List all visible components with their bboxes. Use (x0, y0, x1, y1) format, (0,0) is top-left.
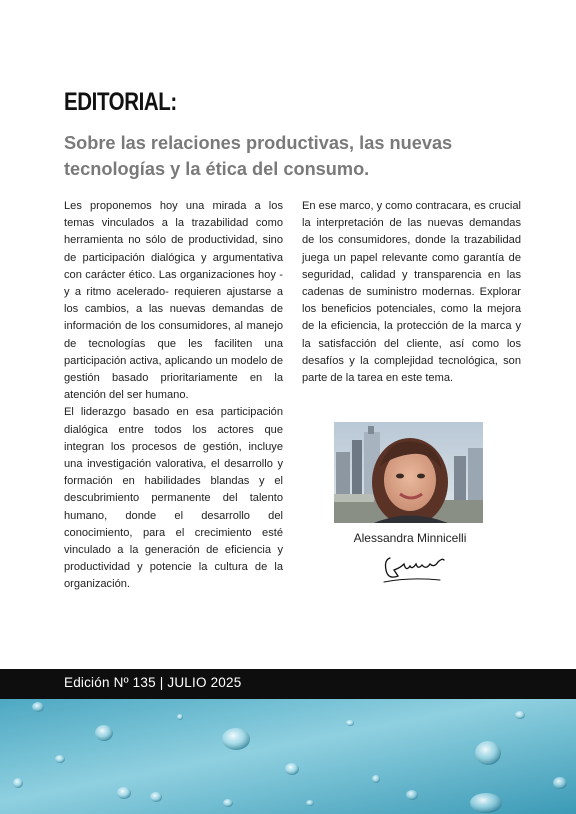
water-drops-image (0, 699, 576, 814)
paragraph: Les proponemos hoy una mirada a los temas vinculados a la trazabilidad como herramienta no sólo de productividad, sino de participación dialógica y argumentativa con carácter ético. Las organizaciones hoy -y a ritmo acelerado- requieren ajustarse a los cambios, a las nuevas demandas de información de los consumidores, al manejo de tecnologías que les faciliten una participación activa, aplicando un modelo de gestión basado prioritariamente en la atención del ser humano. (64, 200, 283, 402)
author-portrait-image (334, 422, 483, 523)
paragraph: En ese marco, y como contracara, es crucial la interpretación de las nuevas demandas de los consumidores, donde la trazabilidad juega un papel relevante como garantía de seguridad, calidad y transparencia en las cadenas de suministro modernas. Explorar los beneficios potenciales, como la mejora de la eficiencia, la protección de la marca y la satisfacción del cliente, así como los desafíos y la complejidad tecnológica, son parte de la tarea en este tema. (302, 200, 521, 385)
signature-image (380, 550, 448, 588)
author-name: Alessandra Minnicelli (353, 531, 467, 545)
edition-label: Edición Nº 135 | JULIO 2025 (64, 675, 242, 690)
right-column (302, 198, 521, 387)
editorial-heading: EDITORIAL: (64, 88, 177, 116)
author-photo (334, 422, 483, 523)
left-column (64, 198, 283, 594)
editorial-subtitle: Sobre las relaciones productivas, las nuevas tecnologías y la ética del consumo. (64, 133, 453, 179)
paragraph: El liderazgo basado en esa participación dialógica entre todos los actores que integran los procesos de gestión, incluye una investigación valorativa, el desarrollo y formación en habilidades blandas y el descubrimiento permanente del talento humano, donde el desarrollo del conocimiento, para el crecimiento esté vinculado a la generación de eficiencia y productividad y potencie la cultura de la organización. (64, 406, 283, 591)
